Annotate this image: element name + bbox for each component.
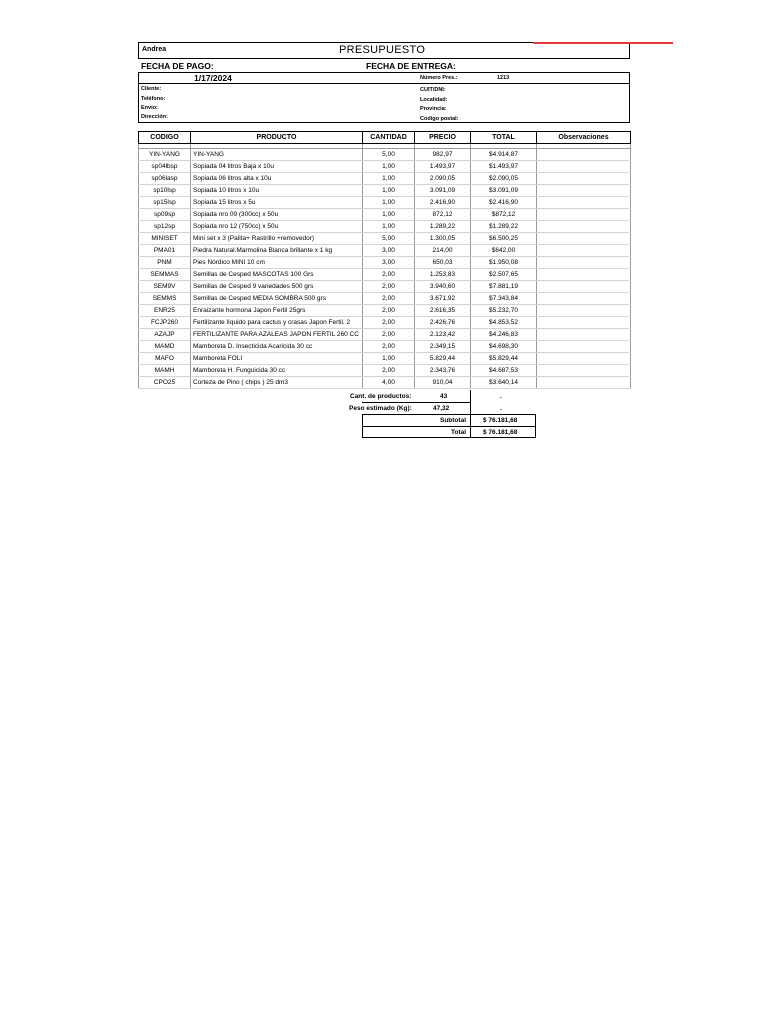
cell-observaciones bbox=[537, 233, 631, 245]
cell-producto: Sopiada 06 litros alta x 10u bbox=[191, 173, 363, 185]
cell-producto: FERTILIZANTE PARA AZALEAS JAPON FERTIL 260 CC bbox=[191, 329, 363, 341]
cell-producto: Semillas de Cesped MASCOTAS 100 Grs bbox=[191, 269, 363, 281]
cell-precio: 982,97 bbox=[415, 149, 471, 161]
cell-codigo: SEM9V bbox=[139, 281, 191, 293]
cell-observaciones bbox=[537, 221, 631, 233]
cell-total: $4.853,52 bbox=[471, 317, 537, 329]
cell-total: $5.829,44 bbox=[471, 353, 537, 365]
cell-precio: 2.123,42 bbox=[415, 329, 471, 341]
dates-row bbox=[138, 59, 630, 72]
cell-codigo: PMA01 bbox=[139, 245, 191, 257]
cell-cantidad: 2,00 bbox=[363, 341, 415, 353]
cell-cantidad: 4,00 bbox=[363, 377, 415, 389]
cell-total: $3.640,14 bbox=[471, 377, 537, 389]
cell-cantidad: 1,00 bbox=[363, 353, 415, 365]
cell-total: $2.507,65 bbox=[471, 269, 537, 281]
cell-codigo: sp10lsp bbox=[139, 185, 191, 197]
cell-precio: 2.616,35 bbox=[415, 305, 471, 317]
localidad-label: Localidad: bbox=[420, 97, 448, 103]
document-title: PRESUPUESTO bbox=[339, 44, 426, 56]
cell-cantidad: 2,00 bbox=[363, 305, 415, 317]
quote-sheet bbox=[138, 42, 630, 436]
table-row bbox=[139, 161, 631, 173]
table-row bbox=[139, 353, 631, 365]
table-row bbox=[139, 245, 631, 257]
cell-total: $3.091,09 bbox=[471, 185, 537, 197]
cell-precio: 3.671,92 bbox=[415, 293, 471, 305]
cell-observaciones bbox=[537, 329, 631, 341]
cell-total: $1.493,97 bbox=[471, 161, 537, 173]
total-label: Total bbox=[451, 429, 467, 436]
cell-cantidad: 1,00 bbox=[363, 185, 415, 197]
table-row bbox=[139, 377, 631, 389]
peso-estimado-value: 47,32 bbox=[433, 405, 450, 412]
cell-observaciones bbox=[537, 305, 631, 317]
cell-observaciones bbox=[537, 197, 631, 209]
cell-producto: Sopiada nro 09 (300cc) x 50u bbox=[191, 209, 363, 221]
col-codigo: CODIGO bbox=[139, 132, 191, 144]
cell-precio: 872,12 bbox=[415, 209, 471, 221]
col-precio: PRECIO bbox=[415, 132, 471, 144]
fecha-entrega-label: FECHA DE ENTREGA: bbox=[366, 61, 456, 71]
cell-observaciones bbox=[537, 173, 631, 185]
table-row bbox=[139, 365, 631, 377]
cell-precio: 910,04 bbox=[415, 377, 471, 389]
cell-total: $1.289,22 bbox=[471, 221, 537, 233]
cell-observaciones bbox=[537, 317, 631, 329]
cell-cantidad: 5,00 bbox=[363, 233, 415, 245]
table-row bbox=[139, 209, 631, 221]
cell-precio: 2.343,76 bbox=[415, 365, 471, 377]
cell-cantidad: 3,00 bbox=[363, 257, 415, 269]
cell-producto: Corteza de Pino ( chips ) 25 dm3 bbox=[191, 377, 363, 389]
cell-observaciones bbox=[537, 209, 631, 221]
cell-total: $4.687,53 bbox=[471, 365, 537, 377]
cell-observaciones bbox=[537, 185, 631, 197]
cell-total: $6.500,25 bbox=[471, 233, 537, 245]
table-row bbox=[139, 197, 631, 209]
cell-total: $5.232,70 bbox=[471, 305, 537, 317]
cell-precio: 2.090,05 bbox=[415, 173, 471, 185]
table-row bbox=[139, 149, 631, 161]
cell-precio: 2.416,90 bbox=[415, 197, 471, 209]
cell-producto: Sopiada 15 litros x 5u bbox=[191, 197, 363, 209]
cell-cantidad: 2,00 bbox=[363, 329, 415, 341]
cell-codigo: sp09sp bbox=[139, 209, 191, 221]
items-table bbox=[138, 131, 631, 389]
cell-observaciones bbox=[537, 341, 631, 353]
cell-observaciones bbox=[537, 293, 631, 305]
cell-total: $872,12 bbox=[471, 209, 537, 221]
cliente-label: Cliente: bbox=[141, 86, 162, 92]
telefono-label: Teléfono: bbox=[141, 96, 166, 102]
title-row bbox=[138, 42, 630, 59]
cell-producto: Sopiada 04 litros Baja x 10u bbox=[191, 161, 363, 173]
table-row bbox=[139, 185, 631, 197]
peso-estimado-label: Peso estimado (Kg): bbox=[349, 405, 412, 412]
cell-precio: 5.829,44 bbox=[415, 353, 471, 365]
cell-observaciones bbox=[537, 161, 631, 173]
cell-total: $1.950,08 bbox=[471, 257, 537, 269]
col-total: TOTAL bbox=[471, 132, 537, 144]
cell-codigo: sp06lasp bbox=[139, 173, 191, 185]
cell-producto: Sopiada 10 litros x 10u bbox=[191, 185, 363, 197]
cell-producto: Pies Nórdico MINI 10 cm bbox=[191, 257, 363, 269]
cell-precio: 1.289,22 bbox=[415, 221, 471, 233]
direccion-label: Dirección: bbox=[141, 114, 168, 120]
cant-productos-label: Cant. de productos: bbox=[350, 393, 412, 400]
subtotal-label: Subtotal bbox=[440, 417, 466, 424]
fecha-pago-value: 1/17/2024 bbox=[194, 73, 232, 83]
cell-codigo: CPO25 bbox=[139, 377, 191, 389]
cell-cantidad: 3,00 bbox=[363, 245, 415, 257]
cell-codigo: sp15lsp bbox=[139, 197, 191, 209]
fecha-pago-label: FECHA DE PAGO: bbox=[141, 61, 214, 71]
cell-codigo: FCJP260 bbox=[139, 317, 191, 329]
cell-cantidad: 1,00 bbox=[363, 173, 415, 185]
cell-producto: Mamboreta H. Funguicida 30 cc bbox=[191, 365, 363, 377]
table-row bbox=[139, 293, 631, 305]
cell-producto: Enraizante hormona Japon Fertil 25grs bbox=[191, 305, 363, 317]
table-row bbox=[139, 233, 631, 245]
cell-total: $4.698,30 bbox=[471, 341, 537, 353]
cell-observaciones bbox=[537, 269, 631, 281]
cell-codigo: MINISET bbox=[139, 233, 191, 245]
cell-producto: YIN-YANG bbox=[191, 149, 363, 161]
cell-precio: 650,03 bbox=[415, 257, 471, 269]
cell-producto: Sopiada nro 12 (750cc) x 50u bbox=[191, 221, 363, 233]
col-cantidad: CANTIDAD bbox=[363, 132, 415, 144]
cell-cantidad: 2,00 bbox=[363, 269, 415, 281]
cell-total: $7.881,19 bbox=[471, 281, 537, 293]
cell-producto: Mini set x 3 (Palita+ Rastrillo +removedor) bbox=[191, 233, 363, 245]
cant-productos-value: 43 bbox=[440, 393, 448, 400]
cell-precio: 3.091,09 bbox=[415, 185, 471, 197]
cell-precio: 2.426,76 bbox=[415, 317, 471, 329]
cell-producto: Mamboreta D. Insecticida Acaricida 30 cc bbox=[191, 341, 363, 353]
cell-observaciones bbox=[537, 353, 631, 365]
cell-total: $2.090,05 bbox=[471, 173, 537, 185]
table-row bbox=[139, 317, 631, 329]
cell-cantidad: 1,00 bbox=[363, 161, 415, 173]
cell-codigo: sp12sp bbox=[139, 221, 191, 233]
client-info-box bbox=[138, 72, 630, 123]
cell-cantidad: 5,00 bbox=[363, 149, 415, 161]
table-row bbox=[139, 281, 631, 293]
cell-codigo: sp04lbsp bbox=[139, 161, 191, 173]
cell-producto: Fertilizante líquido para cactus y crasas Japon Fertil. 2 bbox=[191, 317, 363, 329]
cell-observaciones bbox=[537, 257, 631, 269]
peso-dot: . bbox=[500, 405, 502, 412]
table-row bbox=[139, 173, 631, 185]
cell-total: $642,00 bbox=[471, 245, 537, 257]
envio-label: Envío: bbox=[141, 105, 158, 111]
table-header bbox=[139, 132, 631, 144]
cell-total: $7.343,84 bbox=[471, 293, 537, 305]
accent-line bbox=[533, 42, 673, 44]
codigo-postal-label: Codigo postal: bbox=[420, 116, 459, 122]
table-row bbox=[139, 305, 631, 317]
cell-observaciones bbox=[537, 245, 631, 257]
cell-precio: 1.300,05 bbox=[415, 233, 471, 245]
client-name: Andrea bbox=[142, 46, 167, 53]
cell-precio: 214,00 bbox=[415, 245, 471, 257]
col-producto: PRODUCTO bbox=[191, 132, 363, 144]
cell-producto: Semillas de Cesped MEDIA SOMBRA 500 grs bbox=[191, 293, 363, 305]
provincia-label: Provincia: bbox=[420, 106, 447, 112]
cell-observaciones bbox=[537, 365, 631, 377]
cell-cantidad: 2,00 bbox=[363, 317, 415, 329]
cell-codigo: SEMMS bbox=[139, 293, 191, 305]
cell-codigo: SEMMAS bbox=[139, 269, 191, 281]
numero-pres-value: 1213 bbox=[497, 75, 510, 81]
table-row bbox=[139, 341, 631, 353]
total-value: $ 76.181,68 bbox=[483, 429, 518, 436]
cell-precio: 2.349,15 bbox=[415, 341, 471, 353]
cell-precio: 1.493,97 bbox=[415, 161, 471, 173]
cell-cantidad: 2,00 bbox=[363, 293, 415, 305]
table-body bbox=[139, 144, 631, 389]
subtotal-value: $ 76.181,68 bbox=[483, 417, 518, 424]
cell-codigo: YIN-YANG bbox=[139, 149, 191, 161]
cell-observaciones bbox=[537, 281, 631, 293]
cell-codigo: AZAJP bbox=[139, 329, 191, 341]
cell-codigo: PNM bbox=[139, 257, 191, 269]
cell-cantidad: 1,00 bbox=[363, 197, 415, 209]
cant-dot: . bbox=[500, 393, 502, 400]
cell-codigo: ENR25 bbox=[139, 305, 191, 317]
cell-observaciones bbox=[537, 377, 631, 389]
cell-producto: Semillas de Cesped 9 variedades 500 grs bbox=[191, 281, 363, 293]
cell-codigo: MAFO bbox=[139, 353, 191, 365]
cell-codigo: MAMD bbox=[139, 341, 191, 353]
cell-cantidad: 2,00 bbox=[363, 365, 415, 377]
cell-producto: Piedra Natural.Marmolina Blanca brillante x 1 kg bbox=[191, 245, 363, 257]
table-row bbox=[139, 221, 631, 233]
table-row bbox=[139, 329, 631, 341]
numero-pres-label: Número Pres.: bbox=[420, 75, 458, 81]
cell-total: $4.246,83 bbox=[471, 329, 537, 341]
cell-observaciones bbox=[537, 149, 631, 161]
cell-codigo: MAMH bbox=[139, 365, 191, 377]
info-separator bbox=[139, 83, 629, 84]
cuit-label: CUIT/DNI: bbox=[420, 87, 446, 93]
cell-precio: 1.253,83 bbox=[415, 269, 471, 281]
cell-cantidad: 2,00 bbox=[363, 281, 415, 293]
col-observaciones: Observaciones bbox=[537, 132, 631, 144]
cell-cantidad: 1,00 bbox=[363, 221, 415, 233]
table-row bbox=[139, 257, 631, 269]
cell-precio: 3.940,60 bbox=[415, 281, 471, 293]
cell-cantidad: 1,00 bbox=[363, 209, 415, 221]
cell-total: $2.416,90 bbox=[471, 197, 537, 209]
cell-producto: Mamboreta FOLI bbox=[191, 353, 363, 365]
cell-total: $4.914,87 bbox=[471, 149, 537, 161]
table-row bbox=[139, 269, 631, 281]
